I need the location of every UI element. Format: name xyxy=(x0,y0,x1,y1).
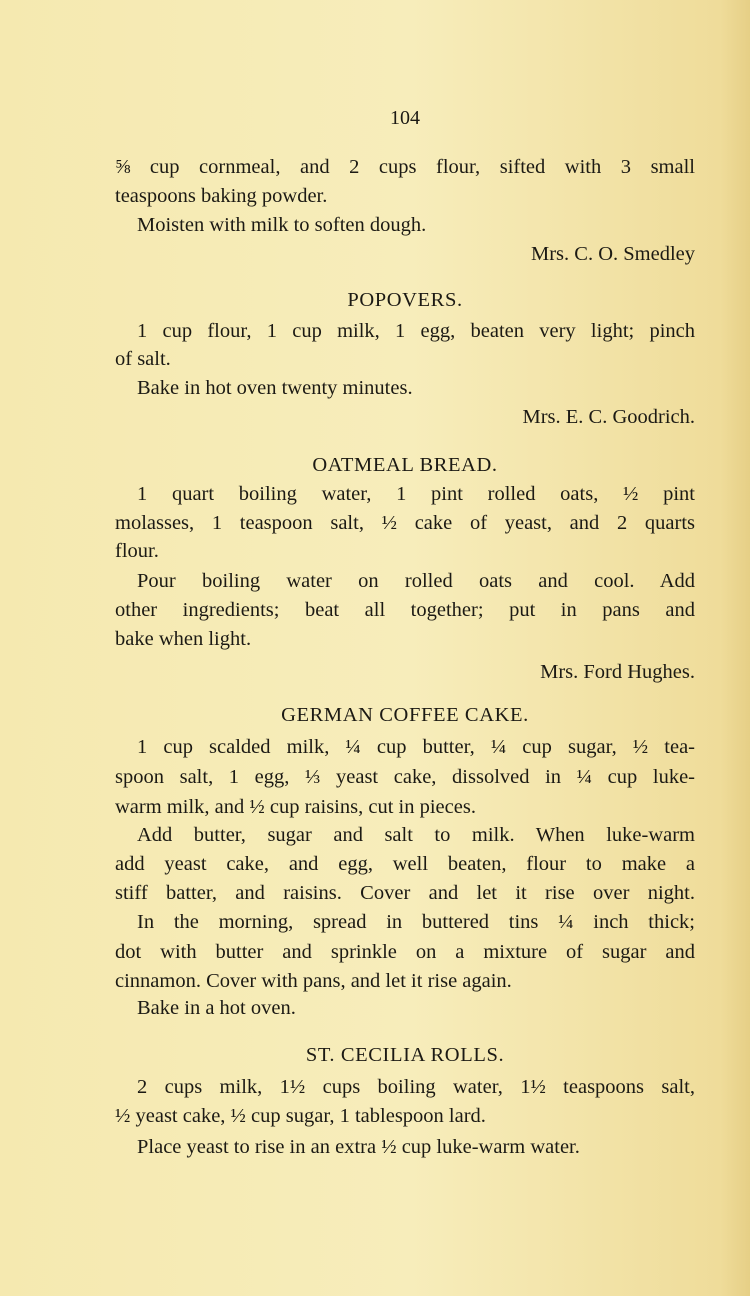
text-line: Moisten with milk to soften dough. xyxy=(137,214,427,236)
page-number: 104 xyxy=(390,107,420,129)
text-line: add yeast cake, and egg, well beaten, flour to make a xyxy=(115,853,695,875)
text-line: of salt. xyxy=(115,348,171,370)
text-line: molasses, 1 teaspoon salt, ½ cake of yeast, and 2 quarts xyxy=(115,512,695,534)
text-line: 1 cup scalded milk, ¼ cup butter, ¼ cup sugar, ½ tea- xyxy=(137,736,695,758)
text-line: Bake in a hot oven. xyxy=(137,997,296,1019)
text-line: Pour boiling water on rolled oats and cool. Add xyxy=(137,570,695,592)
text-line: ⅝ cup cornmeal, and 2 cups flour, sifted with 3 small xyxy=(115,156,695,178)
text-line: Bake in hot oven twenty minutes. xyxy=(137,377,413,399)
recipe-title: POPOVERS. xyxy=(347,289,463,311)
text-line: In the morning, spread in buttered tins ¼ inch thick; xyxy=(137,911,695,933)
recipe-signature: Mrs. Ford Hughes. xyxy=(540,661,695,683)
recipe-title: ST. CECILIA ROLLS. xyxy=(305,1044,505,1066)
recipe-title: GERMAN COFFEE CAKE. xyxy=(281,704,529,726)
text-line: teaspoons baking powder. xyxy=(115,185,328,207)
text-line: warm milk, and ½ cup raisins, cut in pieces. xyxy=(115,796,476,818)
recipe-signature: Mrs. C. O. Smedley xyxy=(531,243,695,265)
text-line: other ingredients; beat all together; put in pans and xyxy=(115,599,695,621)
text-line: dot with butter and sprinkle on a mixture of sugar and xyxy=(115,941,695,963)
recipe-signature: Mrs. E. C. Goodrich. xyxy=(522,406,695,428)
text-line: Add butter, sugar and salt to milk. When luke-warm xyxy=(137,824,695,846)
text-line: flour. xyxy=(115,540,159,562)
text-line: Place yeast to rise in an extra ½ cup luke-warm water. xyxy=(137,1136,580,1158)
text-line: 1 quart boiling water, 1 pint rolled oats, ½ pint xyxy=(137,483,695,505)
text-line: stiff batter, and raisins. Cover and let it rise over night. xyxy=(115,882,695,904)
text-line: 2 cups milk, 1½ cups boiling water, 1½ teaspoons salt, xyxy=(137,1076,695,1098)
text-line: bake when light. xyxy=(115,628,252,650)
text-line: spoon salt, 1 egg, ⅓ yeast cake, dissolved in ¼ cup luke- xyxy=(115,766,695,788)
recipe-title: OATMEAL BREAD. xyxy=(312,454,498,476)
text-line: cinnamon. Cover with pans, and let it rise again. xyxy=(115,970,512,992)
text-line: ½ yeast cake, ½ cup sugar, 1 tablespoon lard. xyxy=(115,1105,486,1127)
text-line: 1 cup flour, 1 cup milk, 1 egg, beaten very light; pinch xyxy=(137,320,695,342)
